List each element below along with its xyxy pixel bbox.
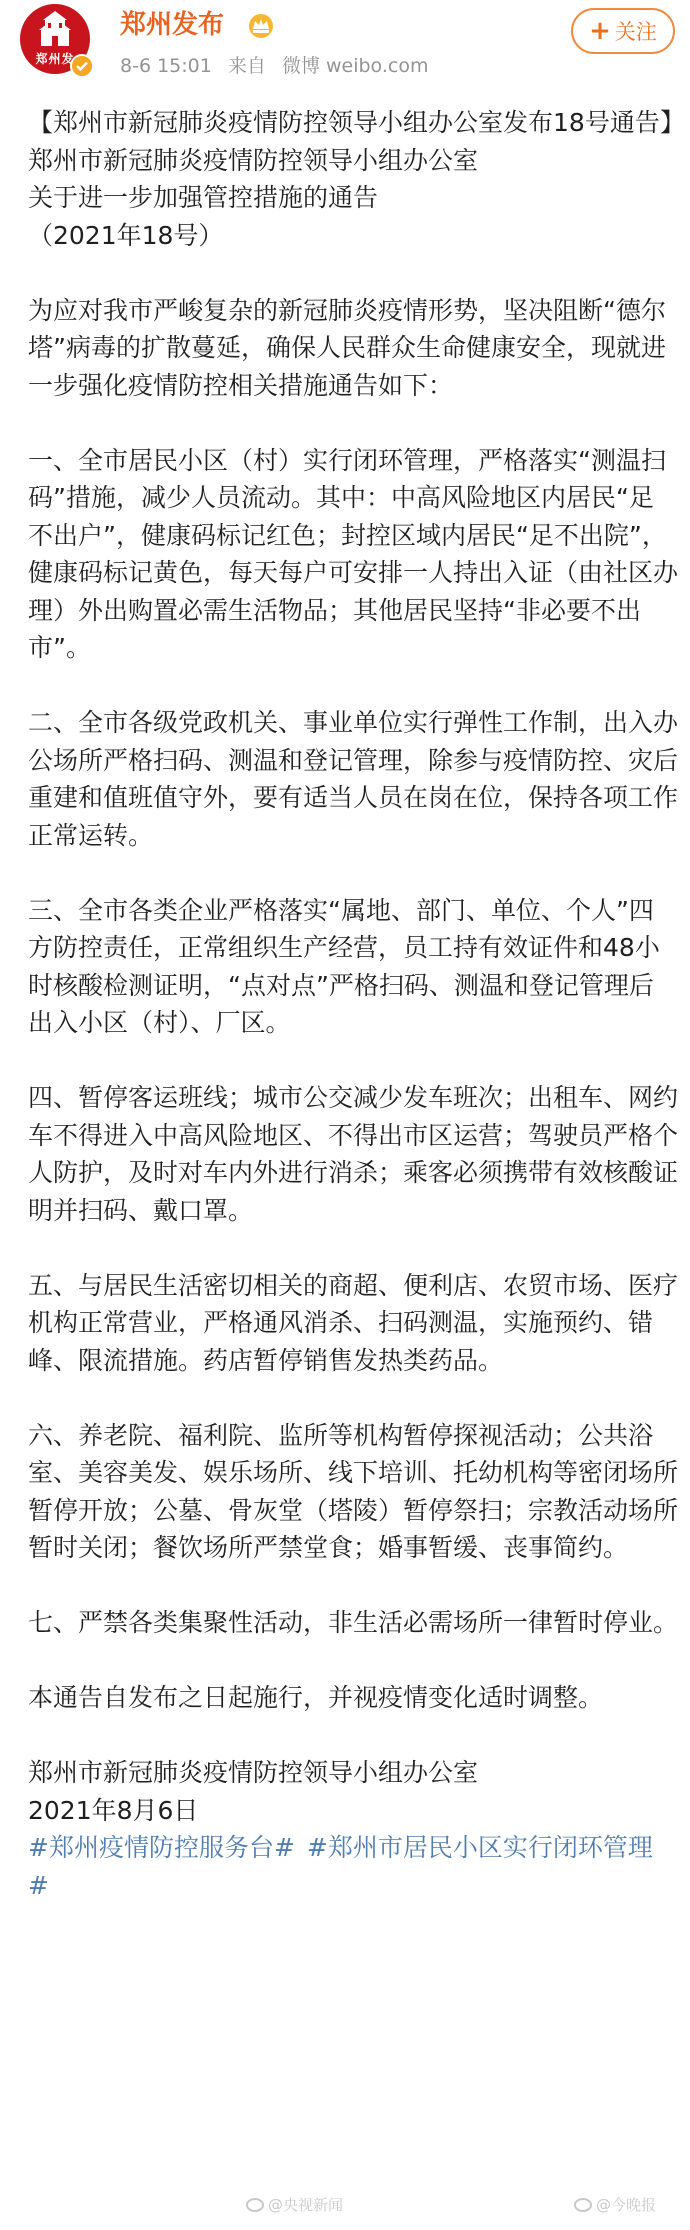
notice-item-2: 二、全市各级党政机关、事业单位实行弹性工作制，出入办公场所严格扫码、测温和登记管理，除参与疫情防控、灾后重建和值班值守外，要有适当人员在岗在位，保持各项工作正常运转。 (28, 708, 679, 850)
verified-badge-icon (70, 54, 94, 78)
post-timestamp: 8-6 15:01 (120, 55, 212, 77)
post-meta (120, 54, 438, 78)
notice-closing: 本通告自发布之日起施行，并视疫情变化适时调整。 (28, 1683, 604, 1712)
post-title: 【郑州市新冠肺炎疫情防控领导小组办公室发布18号通告】 (28, 108, 685, 137)
hashtag-link[interactable]: #郑州市居民小区实行闭环管理# (28, 1833, 653, 1900)
watermark-right (574, 2194, 656, 2215)
notice-item-6: 六、养老院、福利院、监所等机构暂停探视活动；公共浴室、美容美发、娱乐场所、线下培训、托幼机构等密闭场所暂停开放；公墓、骨灰堂（塔陵）暂停祭扫；宗教活动场所暂时关闭；餐饮场所严禁堂食；婚事暂缓、丧事简约。 (28, 1420, 679, 1562)
notice-heading-subject: 关于进一步加强管控措施的通告 (28, 183, 379, 212)
notice-item-3: 三、全市各类企业严格落实“属地、部门、单位、个人”四方防控责任，正常组织生产经营，员工持有效证件和48小时核酸检测证明，“点对点”严格扫码、测温和登记管理后出入小区（村）、厂区。 (28, 895, 660, 1037)
member-crown-icon[interactable] (247, 12, 275, 38)
hashtag-list (28, 1829, 678, 1904)
notice-item-1: 一、全市居民小区（村）实行闭环管理，严格落实“测温扫码”措施，减少人员流动。其中：中高风险地区内居民“足不出户”，健康码标记红色；封控区域内居民“足不出院”，健康码标记黄色，每天每户可安排一人持出入证（由社区办理）外出购置必需生活物品；其他居民坚持“非必要不出市”。 (28, 445, 679, 662)
notice-item-4: 四、暂停客运班线；城市公交减少发车班次；出租车、网约车不得进入中高风险地区、不得出市区运营；驾驶员严格个人防护，及时对车内外进行消杀；乘客必须携带有效核酸证明并扫码、戴口罩。 (28, 1083, 679, 1225)
watermark-left (246, 2194, 343, 2215)
weibo-logo-icon (246, 2198, 264, 2212)
follow-button[interactable] (571, 8, 675, 54)
notice-item-7: 七、严禁各类集聚性活动，非生活必需场所一律暂时停业。 (28, 1608, 679, 1637)
hashtag-link[interactable]: #郑州疫情防控服务台# (28, 1833, 295, 1862)
weibo-logo-icon (574, 2198, 592, 2212)
avatar-label: 郑州发 (35, 52, 75, 66)
follow-button-label: 关注 (614, 20, 657, 44)
notice-item-5: 五、与居民生活密切相关的商超、便利店、农贸市场、医疗机构正常营业，严格通风消杀、扫码测温，实施预约、错峰、限流措施。药店暂停销售发热类药品。 (28, 1270, 679, 1375)
notice-heading-number: （2021年18号） (28, 220, 224, 250)
post-source-link[interactable]: 微博 weibo.com (281, 55, 429, 77)
watermark-left-text: @央视新闻 (268, 2196, 344, 2214)
signature-org: 郑州市新冠肺炎疫情防控领导小组办公室 (28, 1758, 479, 1787)
post-body (28, 104, 685, 1904)
post-source-prefix: 来自 (227, 55, 266, 77)
notice-heading-org: 郑州市新冠肺炎疫情防控领导小组办公室 (28, 145, 479, 175)
notice-intro: 为应对我市严峻复杂的新冠肺炎疫情形势，坚决阻断“德尔塔”病毒的扩散蔓延，确保人民群众生命健康安全，现就进一步强化疫情防控相关措施通告如下： (28, 295, 666, 400)
building-logo-icon (37, 10, 73, 48)
signature-date: 2021年8月6日 (28, 1795, 199, 1825)
watermark-right-text: @今晚报 (596, 2196, 657, 2214)
post-header (0, 0, 690, 100)
user-name[interactable]: 郑州发布 (120, 10, 225, 40)
plus-icon: + (589, 16, 611, 46)
